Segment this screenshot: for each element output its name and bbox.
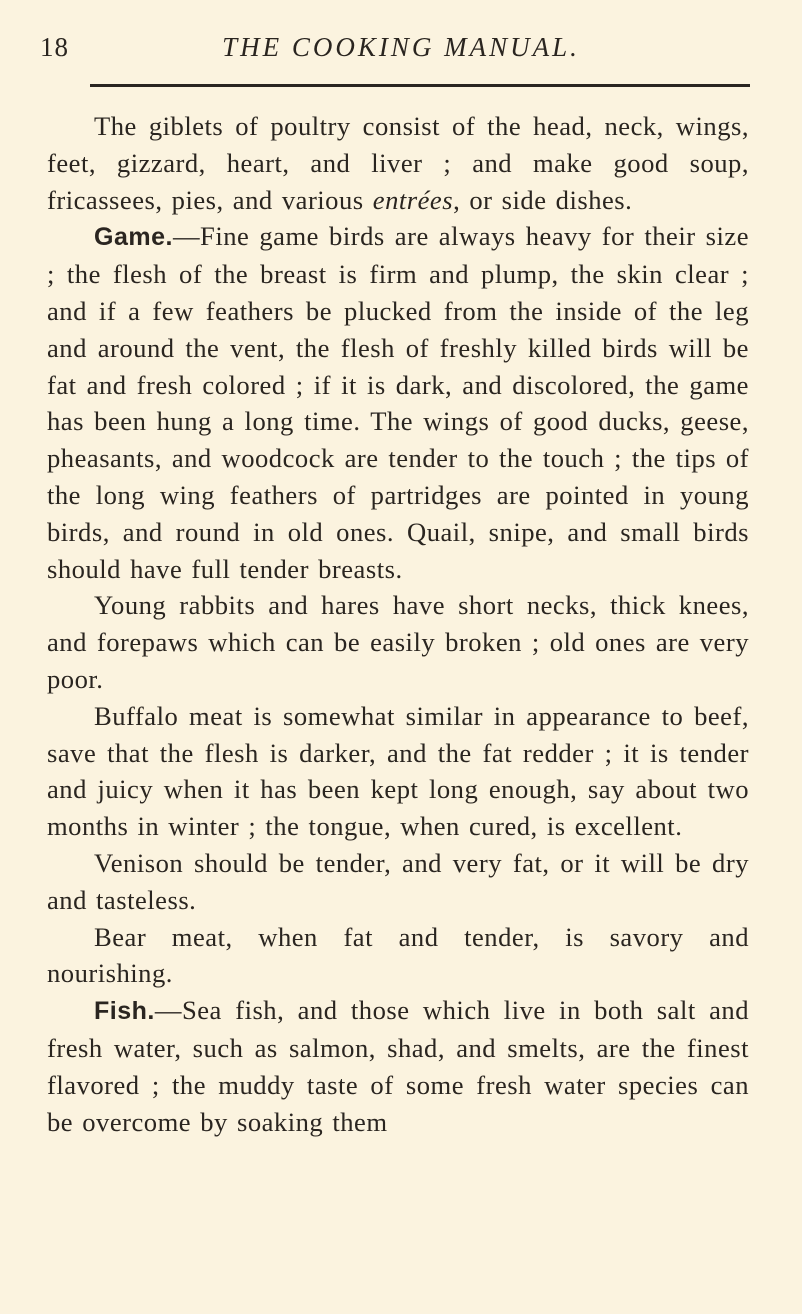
page-header (40, 28, 762, 68)
giblets-text-end: , or side dishes. (453, 184, 633, 215)
game-text: —Fine game birds are always heavy for their size ; the flesh of the breast is firm and plump, the skin clear ; and if a few feathers be plucked from the inside of the leg and around the vent, the flesh of freshly killed birds will be fat and fresh colored ; if it is dark, and discolored, the game has been hung a long time. The wings of good ducks, geese, pheasants, and woodcock are tender to the touch ; the tips of the long wing feathers of partridges are pointed in young birds, and round in old ones. Quail, snipe, and small birds should have full tender breasts. (47, 221, 749, 584)
page-number: 18 (40, 32, 69, 62)
paragraph-venison: Venison should be tender, and very fat, or it will be dry and tasteless. (47, 847, 749, 915)
section-heading-game: Game. (94, 223, 173, 252)
section-heading-fish: Fish. (94, 997, 155, 1026)
running-head: THE COOKING MANUAL. (222, 32, 580, 62)
paragraph-buffalo: Buffalo meat is somewhat similar in appearance to beef, save that the flesh is darker, and the fat redder ; it is tender and juicy when it has been kept long enough, say about two months in winter ; the tongue, when cured, is excellent. (47, 700, 749, 842)
giblets-text: The giblets of poultry consist of the head, neck, wings, feet, gizzard, heart, and liver ; and make good soup, fricassees, pies, and various (47, 111, 749, 215)
paragraph-giblets (47, 108, 749, 218)
entrees-italic: entrées (372, 184, 454, 215)
body-text (47, 108, 749, 1140)
fish-text: —Sea fish, and those which live in both salt and fresh water, such as salmon, shad, and smelts, are the finest flavored ; the muddy taste of some fresh water species can be overcome by soaking them (47, 995, 749, 1137)
paragraph-fish (47, 992, 749, 1140)
header-rule (90, 84, 750, 87)
paragraph-rabbits: Young rabbits and hares have short necks, thick knees, and forepaws which can be easily broken ; old ones are very poor. (47, 590, 749, 694)
paragraph-game (47, 218, 749, 587)
paragraph-bear: Bear meat, when fat and tender, is savory and nourishing. (47, 921, 749, 989)
